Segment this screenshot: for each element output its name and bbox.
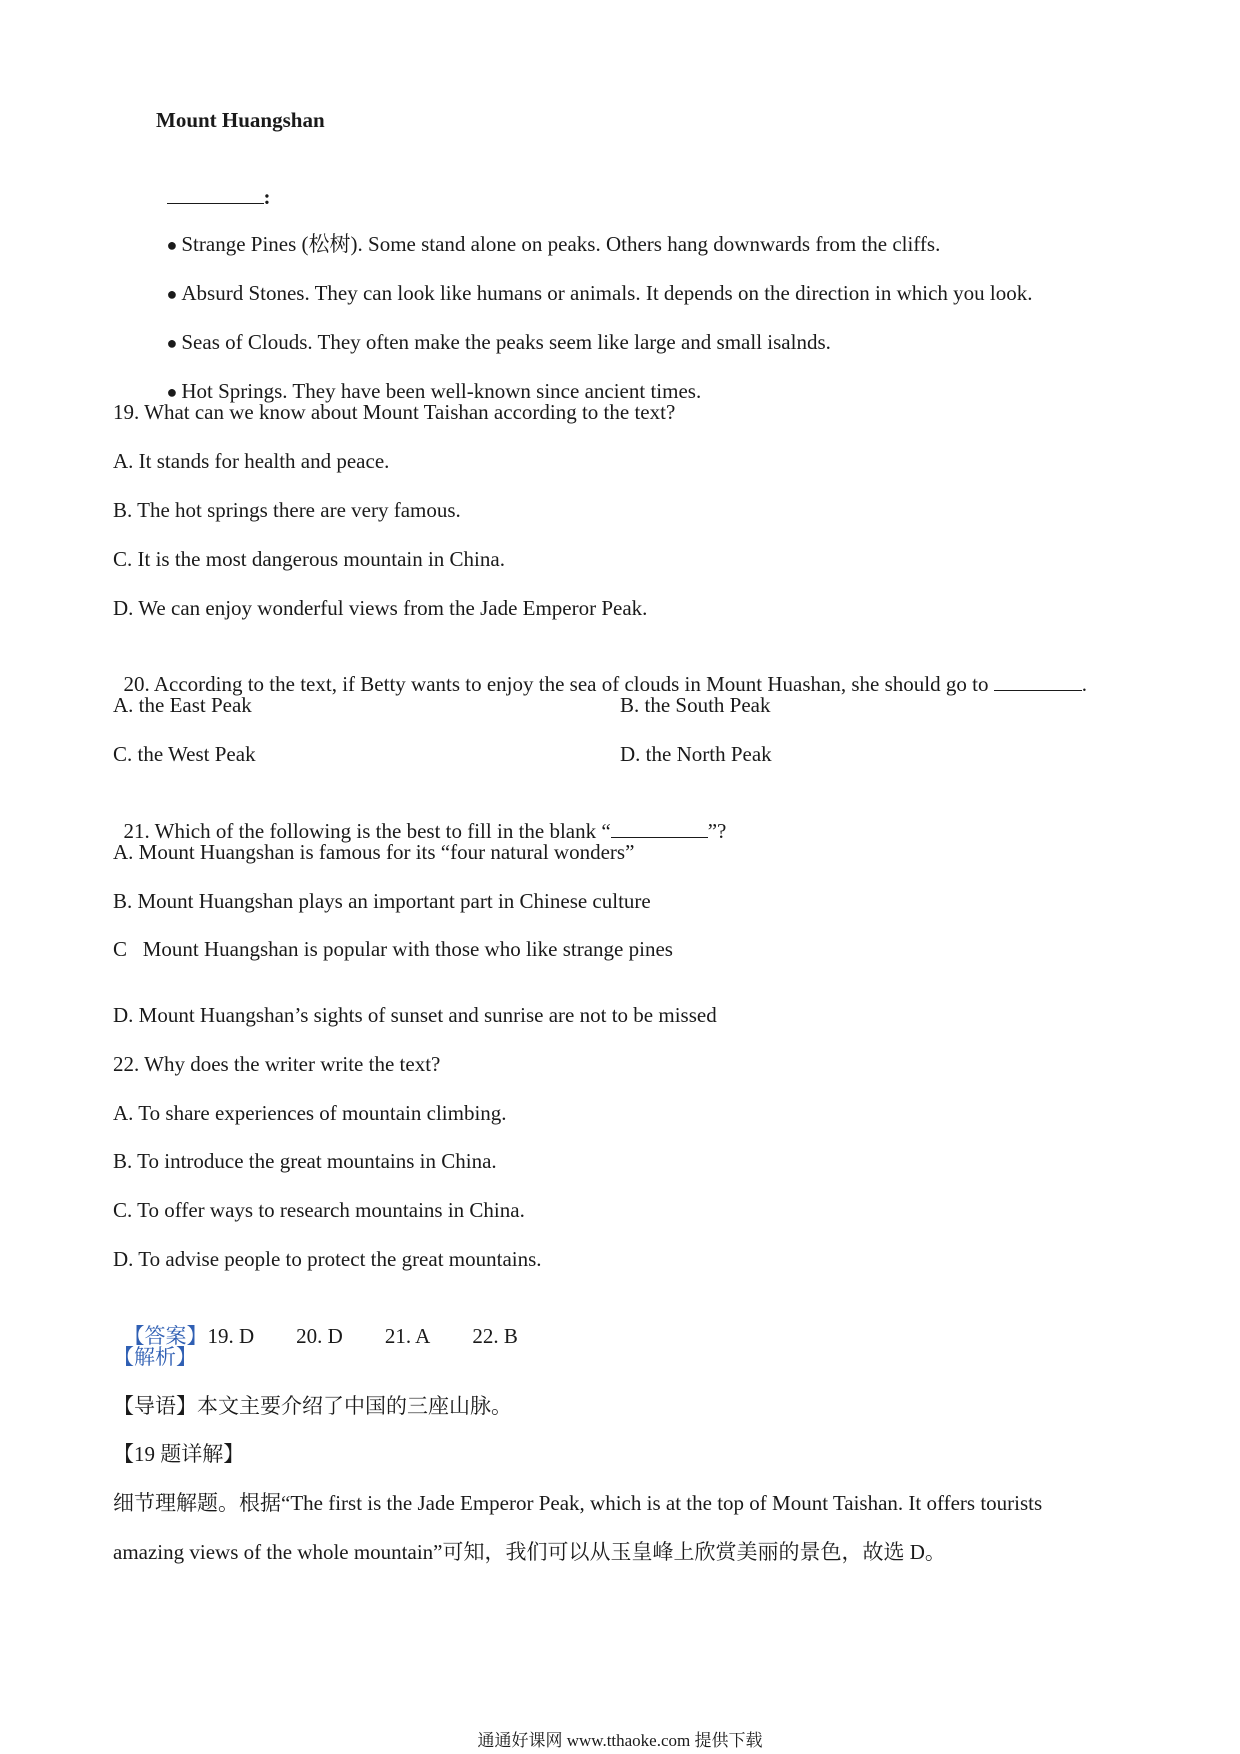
question-22-option-a: A. To share experiences of mountain climbing. [113, 1101, 507, 1125]
question-20-option-c: C. the West Peak [113, 742, 256, 766]
answer-label: 【答案】 [123, 1324, 208, 1348]
question-19-stem: 19. What can we know about Mount Taishan according to the text? [113, 400, 676, 424]
question-20-stem-end: . [1081, 672, 1087, 696]
bullet-dot-icon: ● [166, 382, 178, 402]
answer-item: 21. A [384, 1324, 431, 1348]
question-20-option-d: D. the North Peak [620, 742, 772, 766]
question-20-option-b: B. the South Peak [620, 693, 771, 717]
bullet-dot-icon: ● [166, 284, 178, 304]
question-21-option-c: C Mount Huangshan is popular with those who like strange pines [113, 937, 673, 961]
question-22-option-b: B. To introduce the great mountains in China. [113, 1149, 497, 1173]
question-20-option-a: A. the East Peak [113, 693, 252, 717]
bullet-text: Seas of Clouds. They often make the peaks seem like large and small isalnds. [181, 330, 831, 354]
bullet-text: Absurd Stones. They can look like humans or animals. It depends on the direction in which you look. [181, 281, 1033, 305]
fill-blank [994, 672, 1082, 691]
question-22-option-d: D. To advise people to protect the great mountains. [113, 1247, 542, 1271]
bullet-text: Hot Springs. They have been well-known since ancient times. [181, 379, 702, 403]
answer-item: 20. D [296, 1324, 343, 1348]
bullet-text: Strange Pines (松树). Some stand alone on peaks. Others hang downwards from the cliffs. [181, 232, 941, 256]
answer-item: 22. B [472, 1324, 518, 1348]
question-21-option-d: D. Mount Huangshan’s sights of sunset and sunrise are not to be missed [113, 1003, 717, 1027]
question-21-option-b: B. Mount Huangshan plays an important part in Chinese culture [113, 889, 651, 913]
question-21-stem [113, 789, 726, 845]
analysis-intro: 【导语】本文主要介绍了中国的三座山脉。 [113, 1394, 512, 1418]
blank-colon: : [263, 185, 271, 209]
question-21-stem-end: ”? [707, 819, 727, 843]
question-22-stem: 22. Why does the writer write the text? [113, 1052, 441, 1076]
question-19-option-a: A. It stands for health and peace. [113, 449, 390, 473]
analysis-q19-text-line2: amazing views of the whole mountain”可知，我们可以从玉皇峰上欣赏美丽的景色，故选 D。 [113, 1540, 946, 1564]
analysis-q19-heading: 【19 题详解】 [113, 1442, 245, 1466]
question-21-option-a: A. Mount Huangshan is famous for its “four natural wonders” [113, 840, 635, 864]
bullet-dot-icon: ● [166, 333, 178, 353]
question-22-option-c: C. To offer ways to research mountains in China. [113, 1198, 525, 1222]
bullet-dot-icon: ● [166, 235, 178, 255]
answer-item: 19. D [207, 1324, 255, 1348]
analysis-q19-text-line1: 细节理解题。根据“The first is the Jade Emperor Peak, which is at the top of Mount Taishan. It offers tourists [113, 1491, 1043, 1515]
answer-line [113, 1294, 518, 1350]
page-footer: 通通好课网 www.tthaoke.com 提供下载 [477, 1731, 763, 1750]
question-20-stem-text: 20. According to the text, if Betty wants to enjoy the sea of clouds in Mount Huashan, she should go to [123, 672, 994, 696]
question-19-option-d: D. We can enjoy wonderful views from the Jade Emperor Peak. [113, 596, 648, 620]
question-19-option-c: C. It is the most dangerous mountain in China. [113, 547, 505, 571]
analysis-label: 【解析】 [113, 1345, 197, 1369]
question-19-option-b: B. The hot springs there are very famous. [113, 498, 461, 522]
question-21-stem-text: 21. Which of the following is the best to fill in the blank “ [123, 819, 611, 843]
section-title: Mount Huangshan [156, 108, 325, 132]
question-20-stem [113, 642, 1087, 698]
fill-blank [611, 819, 708, 838]
